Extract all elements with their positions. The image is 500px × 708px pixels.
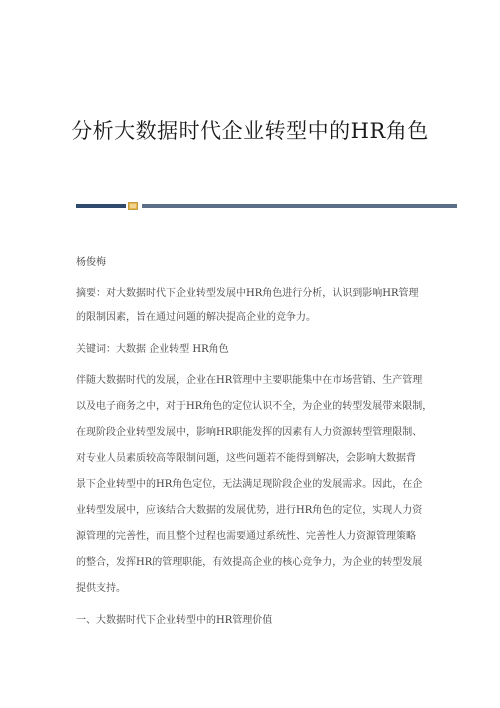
body-line: 业转型发展中，应该结合大数据的发展优势，进行HR角色的定位，实现人力资	[76, 505, 423, 516]
body-line: 提供支持。	[76, 583, 126, 594]
divider-bar-left	[76, 204, 126, 208]
body-line: 的整合，发挥HR的管理职能，有效提高企业的核心竞争力，为企业的转型发展	[76, 557, 423, 568]
book-icon	[128, 202, 138, 210]
body-line: 以及电子商务之中，对于HR角色的定位认识不全，为企业的转型发展带来限制，	[76, 401, 433, 412]
divider-bar-right	[142, 204, 457, 208]
body-line: 源管理的完善性，而且整个过程也需要通过系统性、完善性人力资源管理策略	[76, 531, 416, 542]
section-heading: 一、大数据时代下企业转型中的HR管理价值	[76, 615, 273, 626]
document-title: 分析大数据时代企业转型中的HR角色	[71, 119, 429, 143]
title-divider	[76, 203, 457, 209]
body-line: 对专业人员素质较高等限制问题，这些问题若不能得到解决，会影响大数据背	[76, 453, 416, 464]
abstract-line: 的限制因素，旨在通过问题的解决提高企业的竞争力。	[76, 312, 316, 323]
body-line: 伴随大数据时代的发展，企业在HR管理中主要职能集中在市场营销、生产管理	[76, 375, 423, 386]
author-name: 杨俊梅	[76, 257, 106, 268]
abstract-line: 摘要：对大数据时代下企业转型发展中HR角色进行分析，认识到影响HR管理	[76, 288, 419, 299]
body-line: 景下企业转型中的HR角色定位，无法满足现阶段企业的发展需求。因此，在企	[76, 479, 423, 490]
body-line: 在现阶段企业转型发展中，影响HR职能发挥的因素有人力资源转型管理限制、	[76, 427, 423, 438]
keywords-line: 关键词：大数据 企业转型 HR角色	[76, 344, 229, 355]
